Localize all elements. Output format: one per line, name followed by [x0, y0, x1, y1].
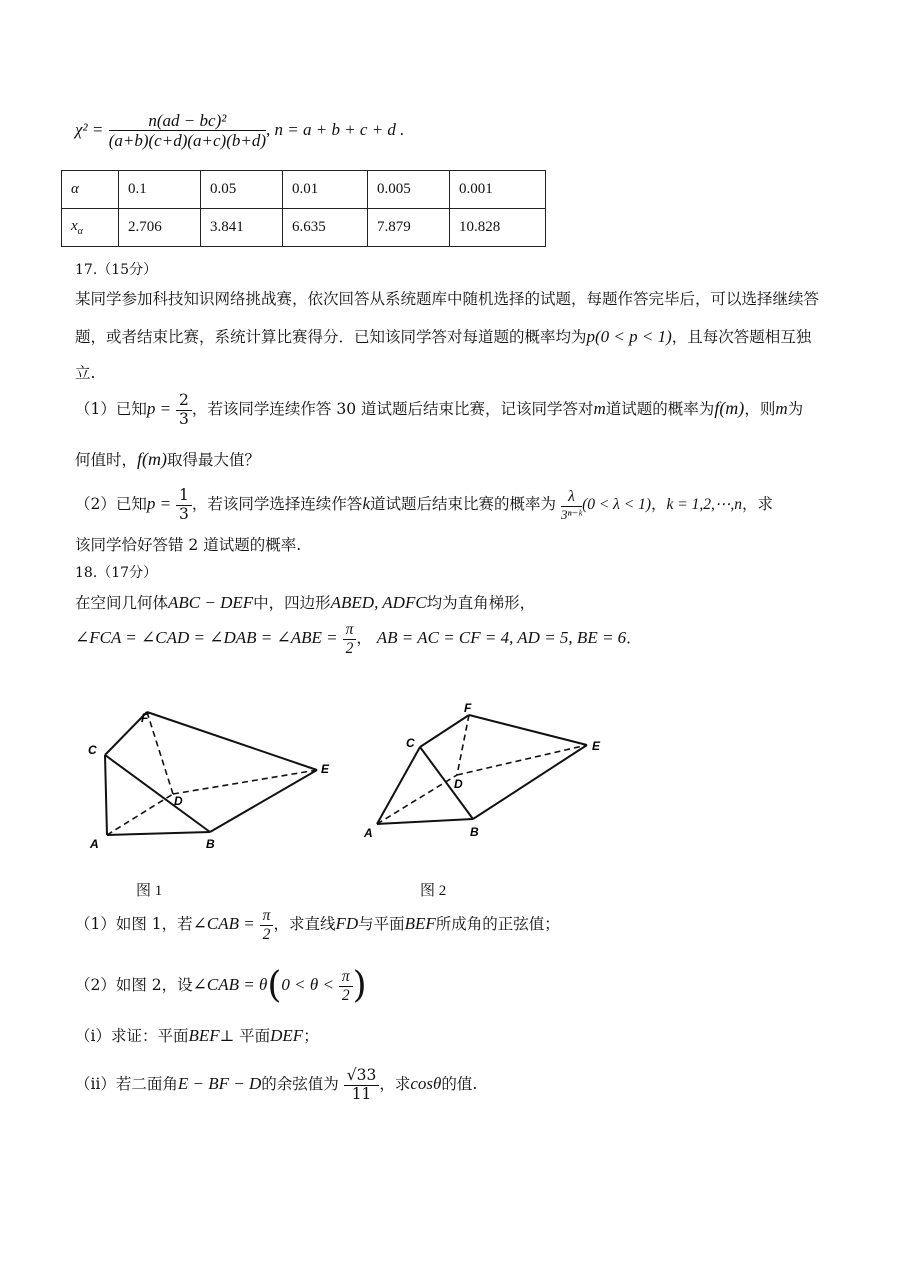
open-paren: ( — [267, 965, 282, 1006]
q18-math: ∠FCA = ∠CAD = ∠DAB = ∠ABE = — [75, 628, 338, 647]
label-F: F — [464, 701, 472, 715]
q18-part2-ii — [75, 1068, 477, 1102]
edge-FD-hidden — [457, 715, 469, 775]
q18-pi-text: （ⅰ）求证：平面 — [75, 1027, 189, 1045]
q17-p2-math: (0 < λ < 1) — [582, 496, 652, 513]
q18-line1 — [75, 594, 535, 612]
q17-p2-text: （2）已知 — [75, 495, 147, 513]
figure-1-caption: 图 1 — [136, 883, 163, 899]
q17-stem-line1: 某同学参加科技知识网络挑战赛，依次回答从系统题库中随机选择的试题，每题作答完毕后，可以选择继续答 — [75, 290, 820, 308]
close-paren: ) — [352, 965, 367, 1006]
table-cell: 6.635 — [283, 209, 368, 247]
frac-num: 2 — [176, 393, 192, 411]
edge-CB — [420, 747, 473, 819]
q18-p1-fraction — [260, 908, 274, 942]
edge-FE — [147, 712, 317, 770]
frac-den: 2 — [341, 986, 350, 1004]
formula-lhs: χ² = — [75, 120, 104, 139]
table-cell: 10.828 — [450, 209, 546, 247]
q18-part2-i — [75, 1027, 319, 1045]
edge-BE — [473, 745, 587, 819]
figure-2-diagram — [360, 695, 620, 845]
frac-num: π — [260, 908, 274, 926]
q17-text: ，且每次答题相互独 — [671, 328, 812, 346]
label-D: D — [174, 794, 183, 808]
q18-p2-math: ∠CAB = θ — [192, 975, 268, 994]
q17-p2-math: k = 1,2,⋯,n — [666, 496, 743, 513]
q17-p1-math: f(m) — [137, 449, 168, 469]
table-cell: 3.841 — [201, 209, 283, 247]
table-cell: 7.879 — [368, 209, 450, 247]
q17-part1-line2 — [75, 450, 260, 469]
figure-2-caption: 图 2 — [420, 883, 447, 899]
q17-p2-math: k — [362, 494, 370, 513]
q18-pii-math: cosθ — [410, 1074, 442, 1093]
q18-text: 在空间几何体 — [75, 594, 169, 612]
frac-num: √33 — [344, 1068, 380, 1086]
q18-pii-fraction — [344, 1068, 380, 1102]
q17-p2-text: ，若该同学选择连续作答 — [191, 495, 363, 513]
q17-stem-line2 — [75, 328, 811, 346]
table-cell: 0.005 — [368, 171, 450, 209]
frac-num: 1 — [176, 488, 192, 506]
q18-text: ． — [626, 629, 642, 647]
q17-p1-text: 为 — [787, 400, 804, 418]
q17-part2 — [75, 488, 773, 522]
q17-p1-text: 道试题的概率为 — [605, 400, 715, 418]
frac-den: 2 — [262, 925, 271, 943]
table-cell: 0.1 — [119, 171, 201, 209]
q18-p2-text: （2）如图 2，设 — [75, 976, 193, 994]
frac-den: 3 — [179, 504, 189, 523]
q18-p1-math: FD — [335, 914, 359, 933]
formula-numerator: n(ad − bc)² — [109, 112, 266, 131]
q17-math: p(0 < p < 1) — [586, 327, 672, 346]
label-C: C — [406, 736, 415, 750]
q18-line2-fraction — [343, 622, 357, 656]
label-B: B — [206, 837, 215, 851]
q18-line2 — [75, 622, 642, 656]
q18-pii-text: （ⅱ）若二面角 — [75, 1075, 178, 1093]
q18-text: 均为直角梯形， — [426, 594, 536, 612]
q17-p1-math: m — [593, 399, 606, 418]
q18-p2-math: 0 < θ < — [281, 975, 334, 994]
q18-part2 — [75, 965, 367, 1006]
edge-AB — [107, 832, 210, 835]
q17-p1-math: m — [775, 399, 788, 418]
frac-den: 3 — [179, 409, 189, 428]
table-row — [62, 171, 546, 209]
frac-num: π — [343, 622, 357, 640]
q18-pi-text: ⊥ 平面 — [219, 1027, 271, 1045]
edge-FD-hidden — [147, 712, 173, 794]
q17-p1-fraction — [176, 393, 192, 427]
q17-p1-text: ，则 — [744, 400, 776, 418]
edge-DE-hidden — [457, 745, 587, 775]
q17-p1-math: p = — [146, 399, 172, 418]
figure-1-diagram — [80, 700, 350, 860]
q17-p1-text: （1）已知 — [75, 400, 147, 418]
q18-p1-text: 所成角的正弦值； — [435, 915, 560, 933]
q17-p2-text: ，求 — [742, 495, 774, 513]
edge-AB — [377, 819, 473, 824]
q18-text: 中，四边形 — [253, 594, 331, 612]
edge-CA — [377, 747, 420, 824]
q18-math: AB = AC = CF = 4, AD = 5, BE = 6 — [376, 628, 627, 647]
q17-p2-fraction — [176, 488, 192, 522]
table-row — [62, 209, 546, 247]
edge-CA — [105, 755, 107, 835]
edge-FE — [469, 715, 587, 745]
chi-square-formula — [75, 112, 404, 149]
q18-pi-text: ； — [303, 1027, 319, 1045]
label-A: A — [90, 837, 99, 851]
q18-pi-math: BEF — [188, 1026, 220, 1045]
frac-den: 2 — [345, 639, 354, 657]
x-subscript: α — [77, 226, 83, 237]
q18-pii-text: 的值. — [441, 1075, 478, 1093]
q17-part1 — [75, 393, 803, 427]
q18-pii-text: 的余弦值为 — [261, 1075, 339, 1093]
label-F: F — [141, 711, 149, 725]
table-cell: 0.001 — [450, 171, 546, 209]
q17-stem-line3: 立. — [75, 364, 96, 382]
edge-AD-hidden — [107, 794, 173, 835]
q18-heading: 18.（17分） — [75, 565, 158, 581]
table-cell: 0.01 — [283, 171, 368, 209]
q17-p2-text: ， — [651, 495, 667, 513]
table-header-alpha: α — [62, 171, 119, 209]
q17-text: 题，或者结束比赛，系统计算比赛得分．已知该同学答对每道题的概率均为 — [75, 328, 587, 346]
q18-text: ， — [356, 629, 372, 647]
q17-p2-text: 道试题后结束比赛的概率为 — [369, 495, 556, 513]
q18-p1-text: 与平面 — [358, 915, 405, 933]
x-symbol: x — [71, 218, 78, 234]
q18-pii-text: ，求 — [379, 1075, 411, 1093]
q17-p1-text: ，若该同学连续作答 30 道试题后结束比赛，记该同学答对 — [191, 400, 594, 418]
q17-p1-text: 何值时， — [75, 451, 138, 469]
q18-math: ABC − DEF — [168, 593, 254, 612]
critical-value-table — [61, 170, 546, 247]
q18-p1-math: BEF — [404, 914, 436, 933]
table-cell: 2.706 — [119, 209, 201, 247]
formula-denominator: (a+b)(c+d)(a+c)(b+d) — [108, 131, 266, 150]
q18-part1 — [75, 908, 560, 942]
label-E: E — [592, 739, 601, 753]
edge-CB — [105, 755, 210, 832]
q18-math: ABED, ADFC — [330, 593, 427, 612]
q18-p1-text: （1）如图 1，若 — [75, 915, 193, 933]
label-C: C — [88, 743, 97, 757]
table-cell: 0.05 — [201, 171, 283, 209]
q18-pii-math: E − BF − D — [177, 1074, 262, 1093]
frac-den: 11 — [351, 1084, 372, 1103]
q17-p2-math: p = — [146, 494, 172, 513]
q17-part2-line2: 该同学恰好答错 2 道试题的概率. — [75, 536, 302, 554]
frac-num: π — [339, 969, 353, 987]
q17-p1-math: f(m) — [714, 398, 745, 418]
q17-p1-text: 取得最大值？ — [167, 451, 261, 469]
q18-p1-math: ∠CAB = — [192, 914, 255, 933]
table-header-x — [62, 209, 119, 247]
edge-FC — [420, 715, 469, 747]
frac-den: 3ⁿ⁻ᵏ — [560, 506, 583, 522]
q18-p2-fraction — [339, 969, 353, 1003]
q18-p1-text: ，求直线 — [273, 915, 336, 933]
label-D: D — [454, 777, 463, 791]
label-B: B — [470, 825, 479, 839]
q17-p2-fraction-lambda — [561, 489, 582, 521]
q17-heading: 17.（15分） — [75, 262, 158, 278]
frac-num: λ — [561, 489, 582, 507]
label-E: E — [321, 762, 330, 776]
formula-fraction — [109, 112, 266, 149]
label-A: A — [364, 826, 373, 840]
formula-tail: , n = a + b + c + d . — [266, 120, 405, 139]
q18-pi-math: DEF — [270, 1026, 304, 1045]
